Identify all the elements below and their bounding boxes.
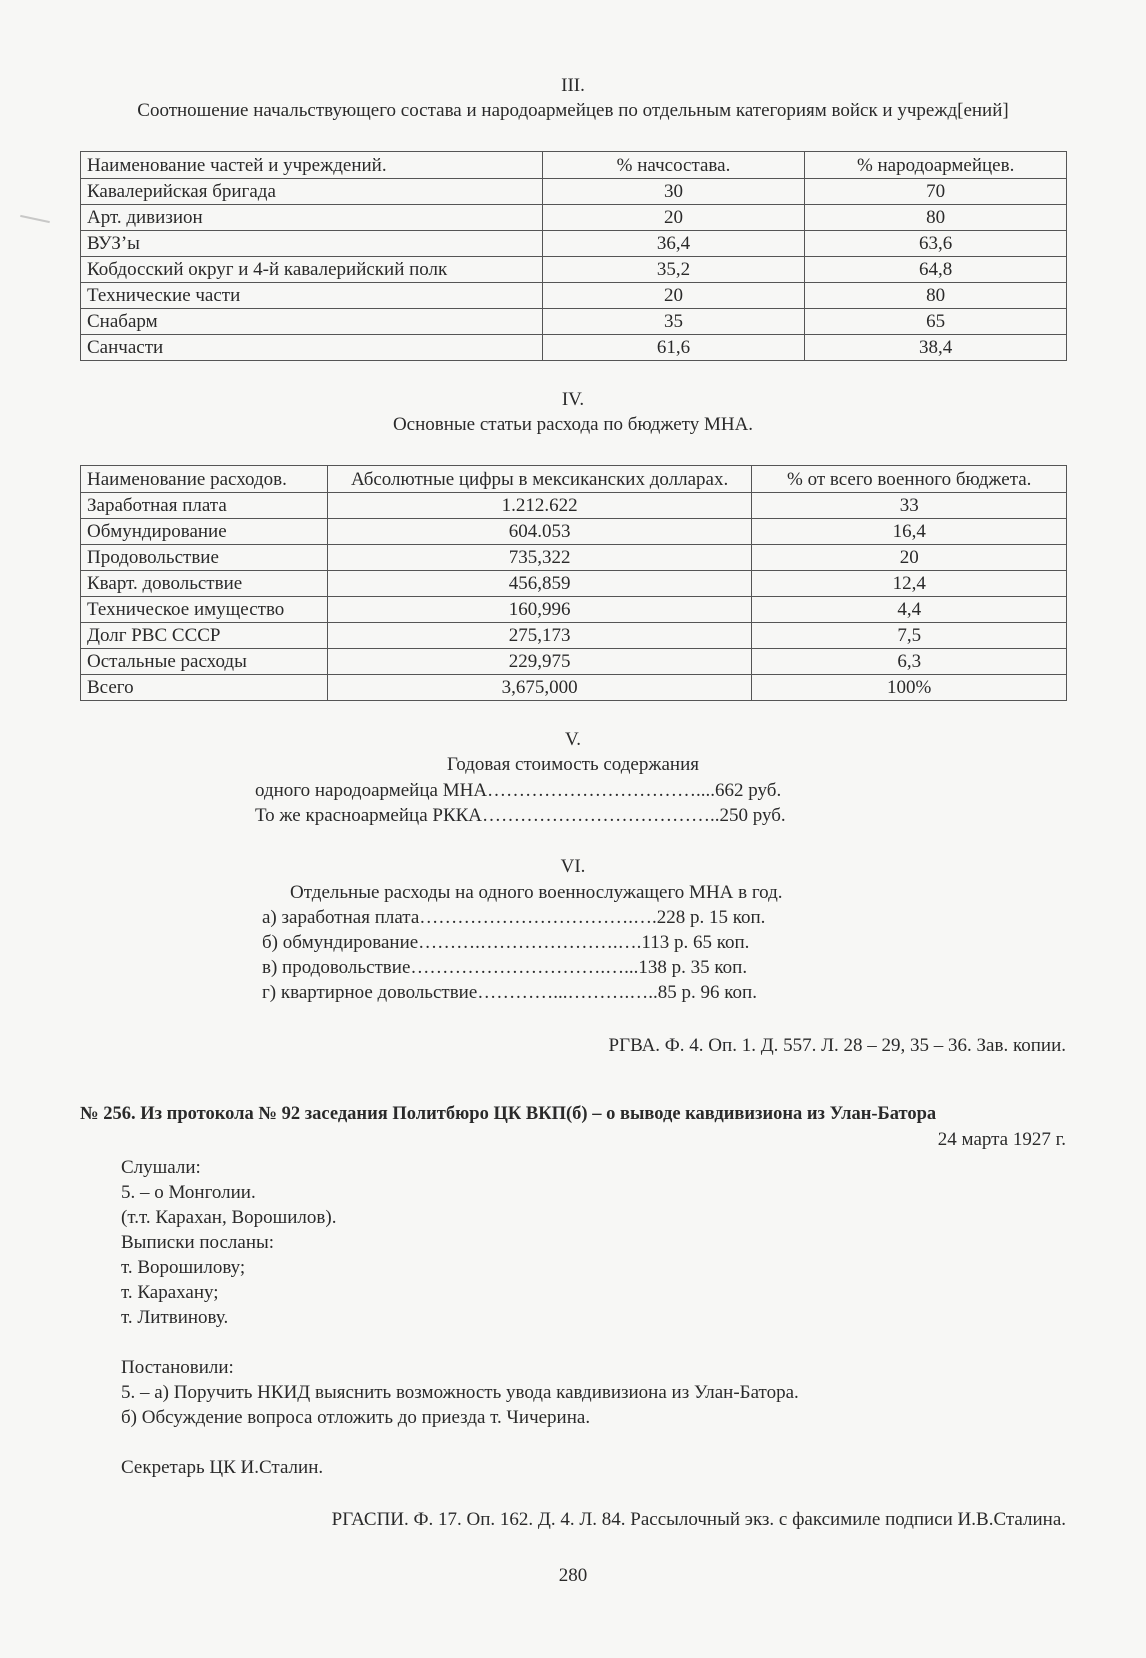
table-row — [81, 205, 1067, 231]
cell: 35 — [542, 309, 805, 335]
cell: 64,8 — [805, 257, 1067, 283]
cell: 20 — [752, 545, 1067, 571]
cell: Технические части — [81, 283, 543, 309]
cell: 604.053 — [327, 519, 752, 545]
cost-line-rkka: То же красноармейца РККА………………………………..250 руб. — [255, 805, 786, 826]
resolved-block — [121, 1355, 799, 1430]
expense-line: г) квартирное довольствие…………...……….…..85 р. 96 коп. — [262, 982, 757, 1003]
table-row — [81, 335, 1067, 361]
cell: 735,322 — [327, 545, 752, 571]
cost-line-mna: одного народоармейца МНА……………………………....662 руб. — [255, 780, 782, 801]
section-3-number: III. — [561, 75, 585, 96]
header-cell: Наименование частей и учреждений. — [81, 152, 543, 179]
cell: 70 — [805, 179, 1067, 205]
table-header-row — [81, 466, 1067, 493]
cell: Арт. дивизион — [81, 205, 543, 231]
section-5-title: Годовая стоимость содержания — [446, 754, 699, 775]
scan-artifact — [20, 215, 50, 223]
cell: ВУЗ’ы — [81, 231, 543, 257]
header-cell: Наименование расходов. — [81, 466, 328, 493]
cell: 36,4 — [542, 231, 805, 257]
cell: Обмундирование — [81, 519, 328, 545]
section-3-title: Соотношение начальствующего состава и народоармейцев по отдельным категориям войск и учрежд[ений] — [137, 100, 1009, 121]
cell: 20 — [542, 283, 805, 309]
cell: 100% — [752, 675, 1067, 701]
cell: 275,173 — [327, 623, 752, 649]
cell: Санчасти — [81, 335, 543, 361]
table-row — [81, 597, 1067, 623]
table-row — [81, 257, 1067, 283]
cell: Всего — [81, 675, 328, 701]
archive-source-1: РГВА. Ф. 4. Оп. 1. Д. 557. Л. 28 – 29, 35 – 36. Зав. копии. — [608, 1035, 1066, 1056]
cell: 80 — [805, 283, 1067, 309]
cell: Долг РВС СССР — [81, 623, 328, 649]
section-4-title: Основные статьи расхода по бюджету МНА. — [392, 414, 754, 435]
cell: 80 — [805, 205, 1067, 231]
cell: 30 — [542, 179, 805, 205]
table-row — [81, 545, 1067, 571]
table-row — [81, 493, 1067, 519]
header-cell: % народоармейцев. — [805, 152, 1067, 179]
expense-line: б) обмундирование……….………………….….113 р. 65 коп. — [262, 932, 750, 953]
table-row — [81, 571, 1067, 597]
recipient: т. Ворошилову; — [121, 1257, 246, 1278]
cell: 16,4 — [752, 519, 1067, 545]
cell: Кобдосский округ и 4-й кавалерийский полк — [81, 257, 543, 283]
table-row — [81, 179, 1067, 205]
cell: 65 — [805, 309, 1067, 335]
budget-table — [80, 465, 1067, 701]
cell: 63,6 — [805, 231, 1067, 257]
heard-block — [121, 1155, 336, 1330]
archive-source-2: РГАСПИ. Ф. 17. Оп. 162. Д. 4. Л. 84. Рассылочный экз. с факсимиле подписи И.В.Сталина. — [331, 1509, 1066, 1530]
cell: 4,4 — [752, 597, 1067, 623]
section-6-title: Отдельные расходы на одного военнослужащего МНА в год. — [290, 882, 783, 903]
table-row — [81, 649, 1067, 675]
header-cell: Абсолютные цифры в мексиканских долларах. — [327, 466, 752, 493]
page-number: 280 — [558, 1565, 588, 1586]
section-4-number: IV. — [561, 389, 585, 410]
resolution-item: 5. – а) Поручить НКИД выяснить возможность увода кавдивизиона из Улан-Батора. — [121, 1382, 799, 1403]
cell: Заработная плата — [81, 493, 328, 519]
section-6-number: VI. — [560, 856, 586, 877]
cell: 1.212.622 — [327, 493, 752, 519]
resolved-label: Постановили: — [121, 1357, 234, 1378]
document-heading: № 256. Из протокола № 92 заседания Политбюро ЦК ВКП(б) – о выводе кавдивизиона из Улан-Батора — [80, 1104, 937, 1124]
expense-line: в) продовольствие………………………….…...138 р. 35 коп. — [262, 957, 748, 978]
cell: Остальные расходы — [81, 649, 328, 675]
recipient: т. Карахану; — [121, 1282, 219, 1303]
cell: 3,675,000 — [327, 675, 752, 701]
heard-item: (т.т. Карахан, Ворошилов). — [121, 1207, 337, 1228]
table-total-row — [81, 675, 1067, 701]
table-row — [81, 309, 1067, 335]
section-5-number: V. — [564, 729, 582, 750]
header-cell: % начсостава. — [542, 152, 805, 179]
cell: 38,4 — [805, 335, 1067, 361]
recipient: т. Литвинову. — [121, 1307, 229, 1328]
cell: Кавалерийская бригада — [81, 179, 543, 205]
cell: 160,996 — [327, 597, 752, 623]
cell: 7,5 — [752, 623, 1067, 649]
cell: Снабарм — [81, 309, 543, 335]
cell: 20 — [542, 205, 805, 231]
table-row — [81, 519, 1067, 545]
document-date: 24 марта 1927 г. — [937, 1129, 1066, 1150]
cell: 35,2 — [542, 257, 805, 283]
cell: Продовольствие — [81, 545, 328, 571]
command-ratio-table — [80, 151, 1067, 361]
heard-item: 5. – о Монголии. — [121, 1182, 256, 1203]
cell: 61,6 — [542, 335, 805, 361]
excerpts-label: Выписки посланы: — [121, 1232, 275, 1253]
cell: 33 — [752, 493, 1067, 519]
cell: 456,859 — [327, 571, 752, 597]
cell: 229,975 — [327, 649, 752, 675]
cell: 12,4 — [752, 571, 1067, 597]
cell: 6,3 — [752, 649, 1067, 675]
heard-label: Слушали: — [121, 1157, 201, 1178]
table-row — [81, 283, 1067, 309]
table-header-row — [81, 152, 1067, 179]
signature: Секретарь ЦК И.Сталин. — [121, 1457, 324, 1478]
cell: Техническое имущество — [81, 597, 328, 623]
header-cell: % от всего военного бюджета. — [752, 466, 1067, 493]
cell: Кварт. довольствие — [81, 571, 328, 597]
expense-line: а) заработная плата…………………………….….228 р. 15 коп. — [262, 907, 766, 928]
resolution-item: б) Обсуждение вопроса отложить до приезда т. Чичерина. — [121, 1407, 591, 1428]
table-row — [81, 623, 1067, 649]
table-row — [81, 231, 1067, 257]
